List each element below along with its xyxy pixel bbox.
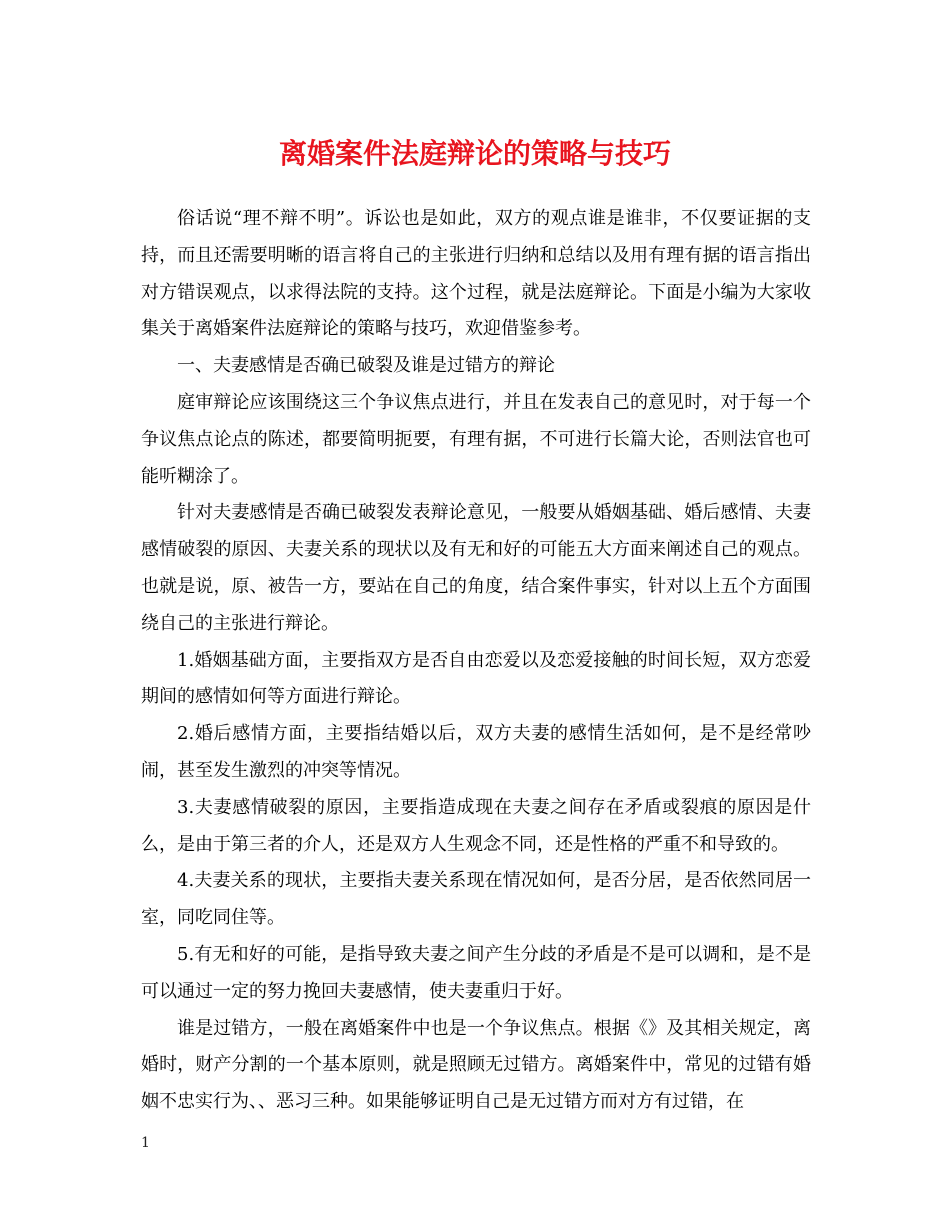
- list-item-1: 1.婚姻基础方面，主要指双方是否自由恋爱以及恋爱接触的时间长短，双方恋爱期间的感情如何等方面进行辩论。: [141, 649, 811, 708]
- list-item-2: 2.婚后感情方面，主要指结婚以后，双方夫妻的感情生活如何，是不是经常吵闹，甚至发生激烈的冲突等情况。: [141, 723, 811, 781]
- paragraph-intro: 俗话说“理不辩不明”。诉讼也是如此，双方的观点谁是谁非，不仅要证据的支持，而且还需要明晰的语言将自己的主张进行归纳和总结以及用有理有据的语言指出对方错误观点，以求得法院的支持。这个过程，就是法庭辩论。下面是小编为大家收集关于离婚案件法庭辩论的策略与技巧，欢迎借鉴参考。: [141, 208, 811, 340]
- section-heading-1: 一、夫妻感情是否确已破裂及谁是过错方的辩论: [177, 355, 555, 377]
- paragraph: 谁是过错方，一般在离婚案件中也是一个争议焦点。根据《》及其相关规定，离婚时，财产分割的一个基本原则，就是照顾无过错方。离婚案件中，常见的过错有婚姻不忠实行为、、恶习三种。如果能够证明自己是无过错方而对方有过错，在: [141, 1017, 811, 1113]
- page-number: 1: [141, 1135, 150, 1151]
- paragraph: 针对夫妻感情是否确已破裂发表辩论意见，一般要从婚姻基础、婚后感情、夫妻感情破裂的原因、夫妻关系的现状以及有无和好的可能五大方面来阐述自己的观点。也就是说，原、被告一方，要站在自己的角度，结合案件事实，针对以上五个方面围绕自己的主张进行辩论。: [141, 502, 811, 634]
- list-item-3: 3.夫妻感情破裂的原因，主要指造成现在夫妻之间存在矛盾或裂痕的原因是什么，是由于第三者的介人，还是双方人生观念不同，还是性格的严重不和导致的。: [141, 796, 811, 855]
- list-item-5: 5.有无和好的可能，是指导致夫妻之间产生分歧的矛盾是不是可以调和，是不是可以通过一定的努力挽回夫妻感情，使夫妻重归于好。: [141, 943, 811, 1002]
- paragraph: 庭审辩论应该围绕这三个争议焦点进行，并且在发表自己的意见时，对于每一个争议焦点论点的陈述，都要简明扼要，有理有据，不可进行长篇大论，否则法官也可能听糊涂了。: [141, 391, 811, 487]
- document-body: [141, 201, 811, 1121]
- document-title: 离婚案件法庭辩论的策略与技巧: [278, 137, 671, 170]
- list-item-4: 4.夫妻关系的现状，主要指夫妻关系现在情况如何，是否分居，是否依然同居一室，同吃同住等。: [141, 870, 811, 929]
